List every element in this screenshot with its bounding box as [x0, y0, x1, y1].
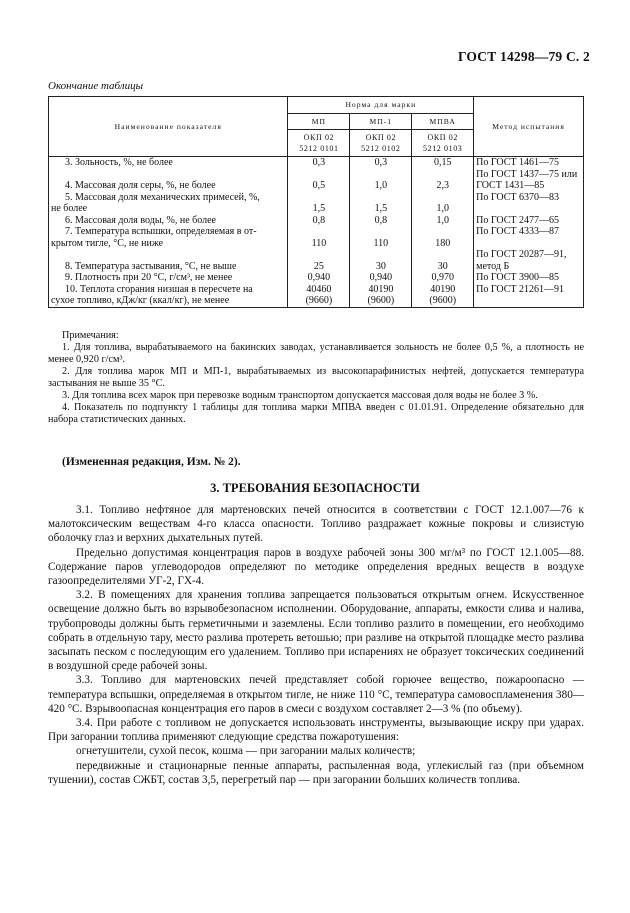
row-value: 2,3 [412, 169, 474, 192]
note-item: 4. Показатель по подпункту 1 таблицы для топлива марки МПВА введен с 01.01.91. Определение обязательно для набора статистических данных. [48, 402, 584, 425]
section-title: 3. ТРЕБОВАНИЯ БЕЗОПАСНОСТИ [210, 481, 420, 495]
note-item: 1. Для топлива, вырабатываемого на бакинских заводах, устанавливается зольность не более 0,5 %, а плотность не менее 0,920 г/см³. [48, 342, 584, 365]
row-value: 1,5 [288, 192, 350, 215]
row-value: 0,940 [350, 272, 412, 284]
table-row [49, 226, 584, 249]
row-value: 110 [288, 226, 350, 249]
row-value: 30 [350, 249, 412, 272]
row-value: 180 [412, 226, 474, 249]
row-value: 0,8 [288, 215, 350, 227]
row-method: По ГОСТ 1461—75 [474, 157, 584, 169]
row-method: По ГОСТ 4333—87 [474, 226, 584, 249]
row-name: 10. Теплота сгорания низшая в пересчете на сухое топливо, кДж/кг (ккал/кг), не менее [49, 284, 288, 308]
grade-okp: ОКП 02 5212 0101 [288, 130, 350, 157]
grade-name: МПВА [412, 113, 474, 130]
row-value: 1,0 [412, 192, 474, 215]
table-row [49, 215, 584, 227]
paragraph: 3.3. Топливо для мартеновских печей представляет собой горючее вещество, пожароопасно — температура вспышки, определяемая в открытом тигле, не ниже 110 °С, температура самовоспламенения 380—420 °С. Взрывоопасная концентрация его паров в смеси с воздухом составляет 2—3 % (по объему). [48, 674, 584, 715]
row-value: 1,5 [350, 192, 412, 215]
row-value: 0,15 [412, 157, 474, 169]
col-header-norm: Норма для марки [288, 97, 474, 114]
row-value: 0,5 [288, 169, 350, 192]
row-value: 0,940 [288, 272, 350, 284]
paragraph: передвижные и стационарные пенные аппараты, распыленная вода, углекислый газ (при объемном тушении), состав СЖБТ, состав 3,5, перегретый пар — при загорании больших количеств топлива. [48, 759, 584, 786]
amendment-note: (Измененная редакция, Изм. № 2). [62, 456, 241, 468]
row-name: 9. Плотность при 20 °С, г/см³, не менее [49, 272, 288, 284]
row-value: 30 [412, 249, 474, 272]
paragraph: 3.2. В помещениях для хранения топлива запрещается пользоваться открытым огнем. Искусственное освещение должно быть во взрывобезопасном исполнении. Оборудование, аппараты, емкости слива и налива, трубопроводы должны быть герметичными и заземлены. Если топливо разлито в помещении, его необходимо собрать в отдельную тару, место разлива протереть ветошью; при разливе на открытой площадке место разлива засыпать песком с последующим его удалением. Топливо при испарениях не образует токсических соединений в воздушной среде рабочей зоны. [48, 589, 584, 673]
section-body [48, 503, 584, 787]
row-name: 6. Массовая доля воды, %, не более [49, 215, 288, 227]
row-value: 25 [288, 249, 350, 272]
paragraph: огнетушители, сухой песок, кошма — при загорании малых количеств; [76, 745, 416, 758]
row-method: По ГОСТ 20287—91, метод Б [474, 249, 584, 272]
paragraph: 3.4. При работе с топливом не допускается использовать инструменты, вызывающие искру при ударах. При загорании топлива применяют следующие средства пожаротушения: [48, 717, 584, 744]
page-header: ГОСТ 14298—79 С. 2 [457, 49, 590, 64]
grade-okp: ОКП 02 5212 0103 [412, 130, 474, 157]
row-name: 8. Температура застывания, °С, не выше [49, 249, 288, 272]
row-value: 40460 (9660) [288, 284, 350, 308]
table-row [49, 272, 584, 284]
row-name: 3. Зольность, %, не более [49, 157, 288, 169]
row-method: По ГОСТ 3900—85 [474, 272, 584, 284]
col-header-name: Наименование показателя [49, 97, 288, 157]
row-method: По ГОСТ 1437—75 или ГОСТ 1431—85 [474, 169, 584, 192]
row-value: 1,0 [412, 215, 474, 227]
row-name: 5. Массовая доля механических примесей, %, не более [49, 192, 288, 215]
row-method: По ГОСТ 21261—91 [474, 284, 584, 308]
note-item: 3. Для топлива всех марок при перевозке водным транспортом допускается массовая доля воды не более 3 %. [62, 390, 538, 401]
row-name: 7. Температура вспышки, определяемая в от- крытом тигле, °С, не ниже [49, 226, 288, 249]
row-value: 40190 (9600) [350, 284, 412, 308]
note-item: 2. Для топлива марок МП и МП-1, вырабатываемых из высокопарафинистых нефтей, допускается температура застывания не выше 35 °С. [48, 366, 584, 389]
row-value: 0,3 [288, 157, 350, 169]
notes-title: Примечания: [62, 330, 119, 341]
paragraph: Предельно допустимая концентрация паров в воздухе рабочей зоны 300 мг/м³ по ГОСТ 12.1.005—88. Содержание паров углеводородов определяют по методике определения вредных веществ в воздухе газоопределителями УГ-2, ГХ-4. [48, 546, 584, 588]
table-row [49, 284, 584, 308]
table-row [49, 157, 584, 169]
row-value: 0,8 [350, 215, 412, 227]
row-value: 0,970 [412, 272, 474, 284]
col-header-method: Метод испытания [474, 97, 584, 157]
notes [48, 330, 584, 426]
table-caption: Окончание таблицы [48, 80, 144, 92]
grade-name: МП [288, 113, 350, 130]
table-row [49, 249, 584, 272]
row-value: 110 [350, 226, 412, 249]
paragraph: 3.1. Топливо нефтяное для мартеновских печей относится в соответствии с ГОСТ 12.1.007—76 к малотоксическим веществам 4-го класса опасности. Топливо раздражает кожные покровы и слизистую оболочку глаз и верхних дыхательных путей. [48, 504, 584, 545]
row-method: По ГОСТ 6370—83 [474, 192, 584, 215]
row-value: 0,3 [350, 157, 412, 169]
grade-name: МП-1 [350, 113, 412, 130]
row-name: 4. Массовая доля серы, %, не более [49, 169, 288, 192]
row-value: 1,0 [350, 169, 412, 192]
row-method: По ГОСТ 2477—65 [474, 215, 584, 227]
table-row [49, 192, 584, 215]
table-row [49, 169, 584, 192]
grade-okp: ОКП 02 5212 0102 [350, 130, 412, 157]
properties-table [48, 96, 584, 308]
row-value: 40190 (9600) [412, 284, 474, 308]
